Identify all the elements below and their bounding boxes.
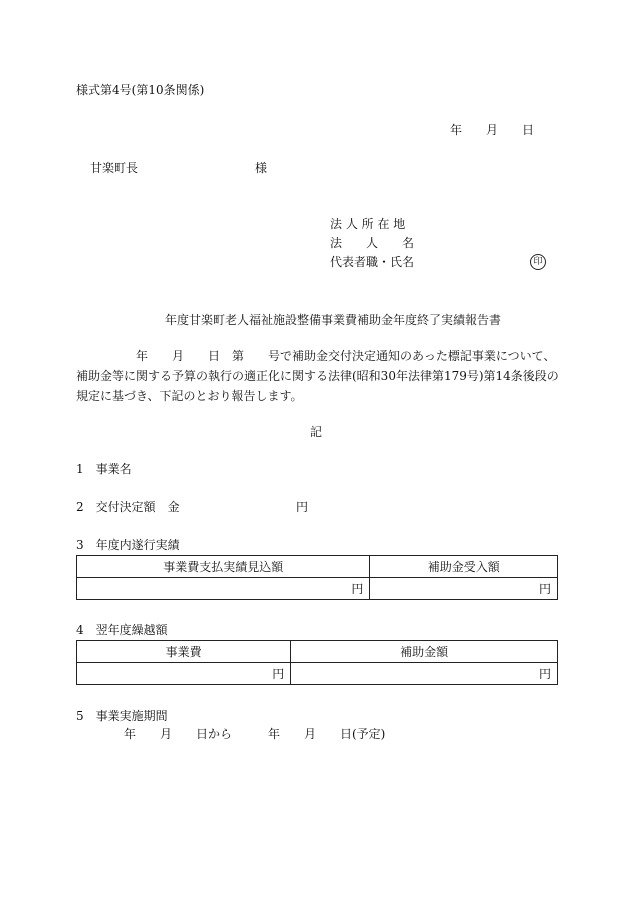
addressee-title: 甘楽町長 <box>90 161 139 175</box>
item2-yen-unit: 円 <box>296 500 309 514</box>
table-cell: 円 <box>291 663 558 685</box>
seal-mark: 印 <box>530 254 546 270</box>
table-header-cell: 事業費 <box>77 641 291 663</box>
item3-table <box>76 555 558 600</box>
table-header-cell: 補助金額 <box>291 641 558 663</box>
corporate-address-label: 法 人 所 在 地 <box>330 217 406 231</box>
representative-label: 代表者職・氏名 <box>330 255 415 269</box>
table-cell: 円 <box>77 578 370 600</box>
item4-label: 4 翌年度繰越額 <box>76 623 168 637</box>
item5-label: 5 事業実施期間 <box>76 709 168 723</box>
form-number: 様式第4号(第10条関係) <box>76 83 205 97</box>
item4-table <box>76 640 558 685</box>
addressee-honorific: 様 <box>255 161 268 175</box>
ki-heading: 記 <box>310 425 323 439</box>
table-header-row <box>77 556 558 578</box>
table-header-cell: 事業費支払実績見込額 <box>77 556 370 578</box>
date-line: 年 月 日 <box>450 123 535 137</box>
table-row <box>77 578 558 600</box>
table-header-cell: 補助金受入額 <box>370 556 558 578</box>
item2-grant-amount-label: 2 交付決定額 金 <box>76 500 180 514</box>
corporate-name-label: 法 人 名 <box>330 236 415 250</box>
item5-period: 年 月 日から 年 月 日(予定) <box>124 727 386 741</box>
document-title: 年度甘楽町老人福祉施設整備事業費補助金年度終了実績報告書 <box>165 313 502 327</box>
body-line-1: 年 月 日 第 号で補助金交付決定通知のあった標記事業について、 <box>136 349 556 363</box>
table-cell: 円 <box>77 663 291 685</box>
item1-business-name: 1 事業名 <box>76 462 132 476</box>
body-line-2: 補助金等に関する予算の執行の適正化に関する法律(昭和30年法律第179号)第14条後段の <box>76 369 559 383</box>
table-header-row <box>77 641 558 663</box>
body-line-3: 規定に基づき、下記のとおり報告します。 <box>76 389 303 403</box>
table-row <box>77 663 558 685</box>
table-cell: 円 <box>370 578 558 600</box>
item3-label: 3 年度内遂行実績 <box>76 538 180 552</box>
